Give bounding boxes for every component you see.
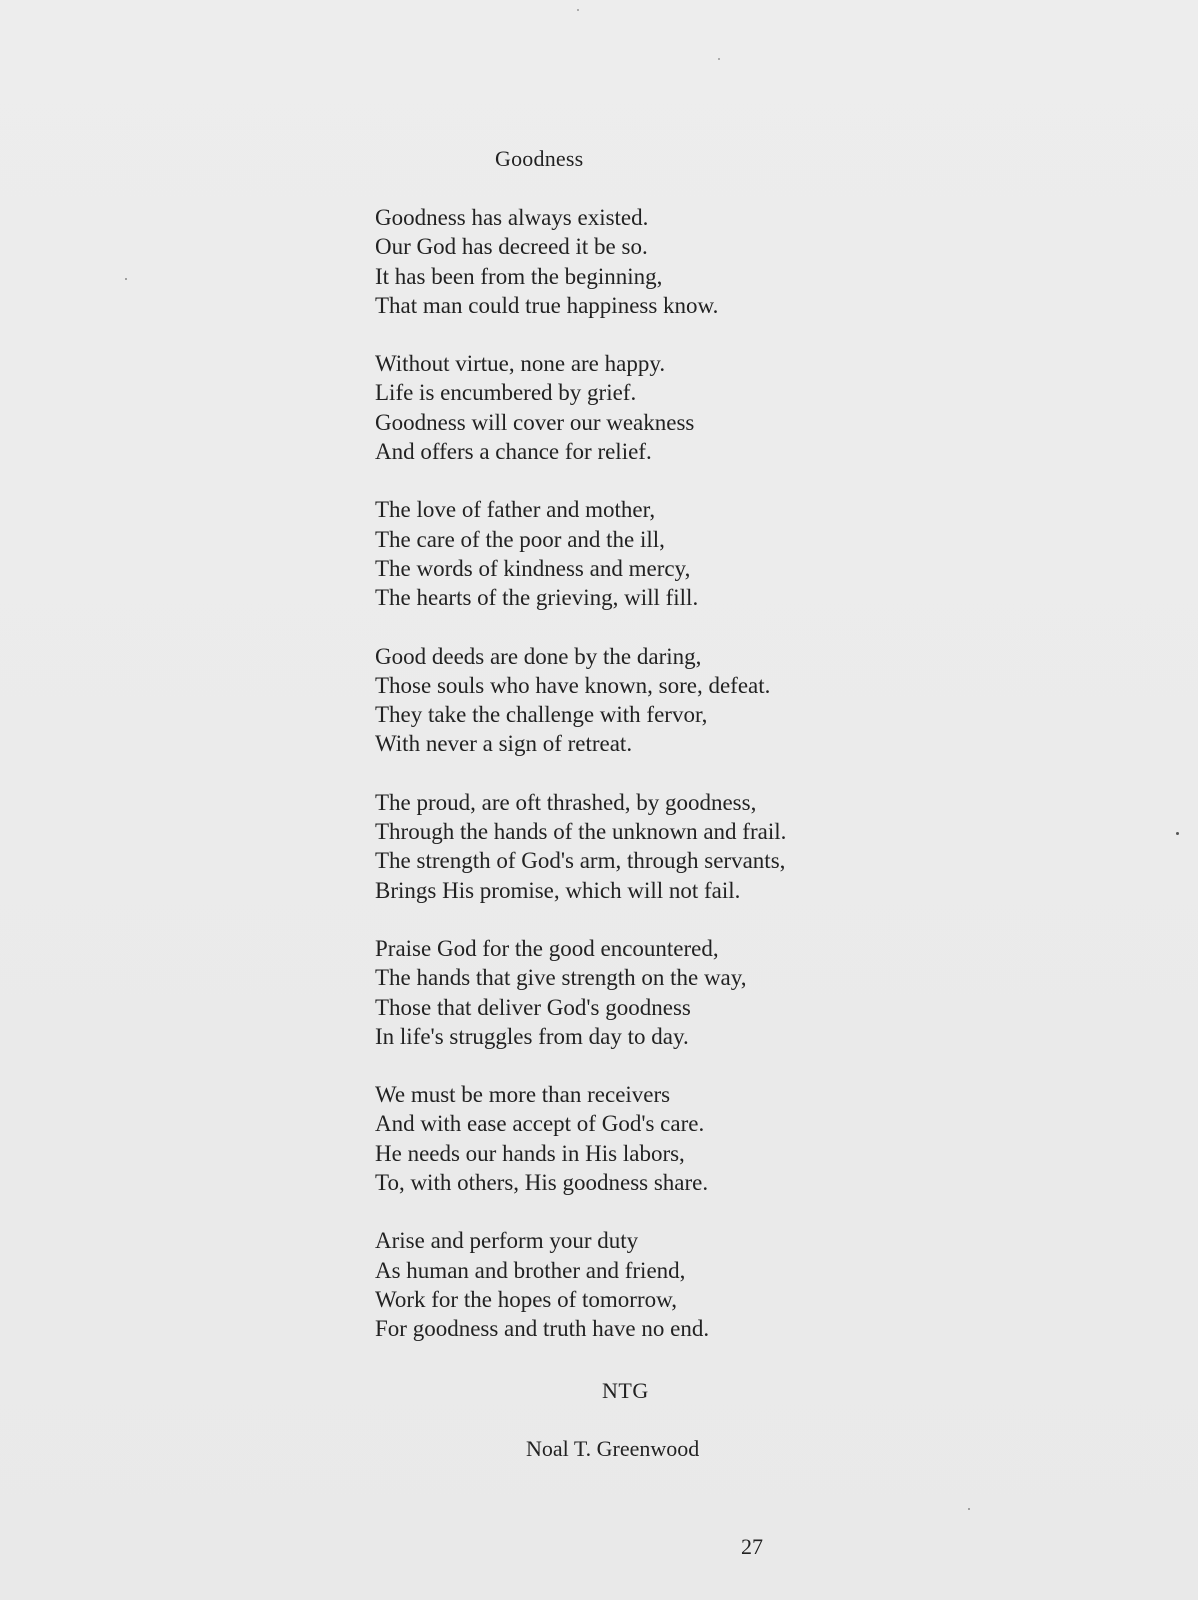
poem-line: It has been from the beginning, bbox=[375, 263, 663, 289]
poem-line: The love of father and mother, bbox=[375, 497, 656, 523]
poem-line: For goodness and truth have no end. bbox=[375, 1316, 710, 1342]
stanza-5 bbox=[375, 788, 895, 905]
poem-line: That man could true happiness know. bbox=[375, 292, 719, 318]
poem-line: The proud, are oft thrashed, by goodness, bbox=[375, 789, 757, 815]
poem-line: Without virtue, none are happy. bbox=[375, 351, 666, 377]
poem-line: With never a sign of retreat. bbox=[375, 731, 633, 757]
poem-line: He needs our hands in His labors, bbox=[375, 1140, 685, 1166]
poem-line: Arise and perform your duty bbox=[375, 1228, 639, 1254]
poem-line: Through the hands of the unknown and frail. bbox=[375, 819, 787, 845]
author-initials: NTG bbox=[602, 1378, 649, 1403]
poem-line: In life's struggles from day to day. bbox=[375, 1023, 689, 1049]
scan-speck bbox=[1176, 832, 1179, 835]
scan-speck bbox=[968, 1508, 970, 1510]
stanza-1 bbox=[375, 203, 895, 320]
poem-line: Those that deliver God's goodness bbox=[375, 994, 691, 1020]
poem-line: Praise God for the good encountered, bbox=[375, 935, 719, 961]
stanza-7 bbox=[375, 1080, 895, 1197]
scan-speck bbox=[125, 278, 127, 280]
stanza-2 bbox=[375, 349, 895, 466]
poem-line: The hands that give strength on the way, bbox=[375, 965, 747, 991]
stanza-6 bbox=[375, 934, 895, 1051]
page-number: 27 bbox=[741, 1534, 763, 1559]
stanza-8 bbox=[375, 1226, 895, 1343]
poem-title: Goodness bbox=[495, 146, 584, 171]
poem-line: And offers a chance for relief. bbox=[375, 439, 652, 465]
poem-line: They take the challenge with fervor, bbox=[375, 702, 708, 728]
poem-line: The words of kindness and mercy, bbox=[375, 555, 691, 581]
poem-line: Life is encumbered by grief. bbox=[375, 380, 637, 406]
poem-line: The hearts of the grieving, will fill. bbox=[375, 585, 699, 611]
poem-line: The strength of God's arm, through servants, bbox=[375, 848, 786, 874]
poem-line: Good deeds are done by the daring, bbox=[375, 643, 702, 669]
poem-line: Our God has decreed it be so. bbox=[375, 234, 648, 260]
poem-line: Goodness has always existed. bbox=[375, 205, 649, 230]
scan-speck bbox=[577, 9, 579, 11]
poem-line: To, with others, His goodness share. bbox=[375, 1170, 709, 1196]
poem-line: Work for the hopes of tomorrow, bbox=[375, 1286, 677, 1312]
poem-line: As human and brother and friend, bbox=[375, 1257, 686, 1283]
poem-body bbox=[375, 203, 895, 1373]
stanza-3 bbox=[375, 495, 895, 612]
poem-line: The care of the poor and the ill, bbox=[375, 526, 665, 552]
poem-line: And with ease accept of God's care. bbox=[375, 1111, 705, 1137]
poem-line: Goodness will cover our weakness bbox=[375, 409, 695, 435]
poem-line: We must be more than receivers bbox=[375, 1082, 671, 1108]
poem-line: Brings His promise, which will not fail. bbox=[375, 877, 741, 903]
author-name: Noal T. Greenwood bbox=[526, 1436, 700, 1461]
poem-line: Those souls who have known, sore, defeat. bbox=[375, 672, 771, 698]
stanza-4 bbox=[375, 642, 895, 759]
scan-speck bbox=[718, 58, 720, 60]
